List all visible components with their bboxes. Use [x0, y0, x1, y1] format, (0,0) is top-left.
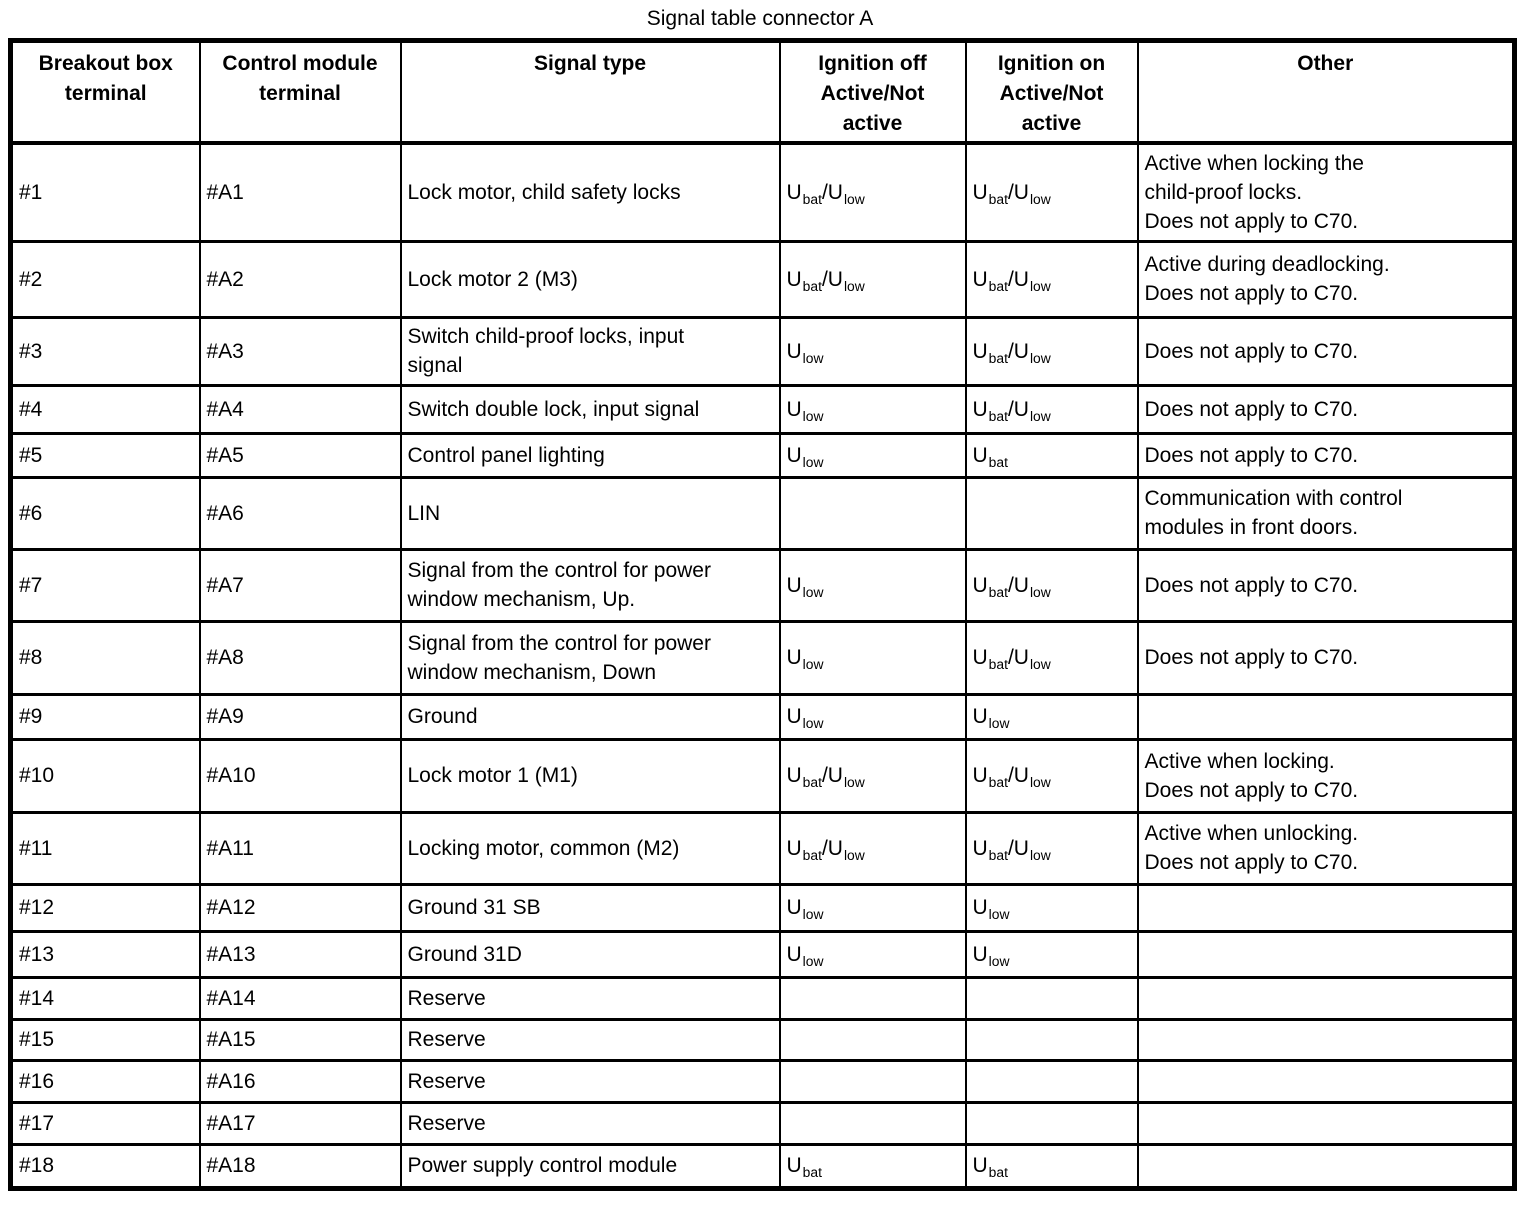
table-row [11, 385, 1515, 433]
ignition-off-cell: $U_{low}$ [780, 433, 966, 477]
signal-type-cell: Lock motor 1 (M1) [401, 739, 780, 812]
other-cell: Active when locking the child-proof locks. Does not apply to C70. [1138, 143, 1515, 241]
signal-type-cell: Reserve [401, 1060, 780, 1102]
ignition-off-cell: $U_{bat}/U_{low}$ [780, 739, 966, 812]
signal-type-cell: Locking motor, common (M2) [401, 812, 780, 884]
ignition-on-cell [966, 1060, 1138, 1102]
breakout-terminal-cell: #13 [11, 931, 200, 977]
ignition-on-cell: $U_{bat}/U_{low}$ [966, 549, 1138, 621]
breakout-terminal-cell: #1 [11, 143, 200, 241]
table-row [11, 739, 1515, 812]
other-cell: Does not apply to C70. [1138, 317, 1515, 385]
ignition-on-cell: $U_{bat}/U_{low}$ [966, 241, 1138, 317]
ignition-off-cell: $U_{low}$ [780, 549, 966, 621]
ignition-on-cell [966, 977, 1138, 1019]
ignition-off-cell [780, 1060, 966, 1102]
signal-type-cell: Switch double lock, input signal [401, 385, 780, 433]
ignition-off-cell: $U_{low}$ [780, 317, 966, 385]
breakout-terminal-cell: #8 [11, 621, 200, 694]
module-terminal-cell: #A7 [200, 549, 401, 621]
module-terminal-cell: #A2 [200, 241, 401, 317]
other-cell [1138, 884, 1515, 931]
other-cell [1138, 1102, 1515, 1144]
table-row [11, 694, 1515, 739]
module-terminal-cell: #A5 [200, 433, 401, 477]
table-row [11, 433, 1515, 477]
ignition-off-cell: $U_{low}$ [780, 694, 966, 739]
ignition-off-cell [780, 1019, 966, 1060]
page-title: Signal table connector A [646, 7, 874, 30]
header-signal-type: Signal type [401, 41, 780, 144]
breakout-terminal-cell: #14 [11, 977, 200, 1019]
other-cell: Active when unlocking. Does not apply to C70. [1138, 812, 1515, 884]
module-terminal-cell: #A1 [200, 143, 401, 241]
module-terminal-cell: #A15 [200, 1019, 401, 1060]
ignition-on-cell: $U_{low}$ [966, 931, 1138, 977]
breakout-terminal-cell: #3 [11, 317, 200, 385]
table-row [11, 812, 1515, 884]
breakout-terminal-cell: #12 [11, 884, 200, 931]
table-row [11, 931, 1515, 977]
signal-type-cell: Reserve [401, 1102, 780, 1144]
other-cell [1138, 1060, 1515, 1102]
other-cell [1138, 694, 1515, 739]
signal-type-cell: Ground [401, 694, 780, 739]
ignition-on-cell: $U_{low}$ [966, 884, 1138, 931]
ignition-off-cell: $U_{low}$ [780, 621, 966, 694]
module-terminal-cell: #A12 [200, 884, 401, 931]
signal-table [8, 38, 1517, 1191]
header-module-terminal: Control module terminal [200, 41, 401, 144]
ignition-on-cell: $U_{bat}/U_{low}$ [966, 621, 1138, 694]
other-cell [1138, 931, 1515, 977]
signal-type-cell: Lock motor 2 (M3) [401, 241, 780, 317]
other-cell: Does not apply to C70. [1138, 385, 1515, 433]
ignition-on-cell: $U_{low}$ [966, 694, 1138, 739]
ignition-off-cell: $U_{low}$ [780, 884, 966, 931]
breakout-terminal-cell: #11 [11, 812, 200, 884]
table-row [11, 621, 1515, 694]
breakout-terminal-cell: #9 [11, 694, 200, 739]
header-ignition-off: Ignition off Active/Not active [780, 41, 966, 144]
breakout-terminal-cell: #6 [11, 477, 200, 549]
other-cell: Active during deadlocking. Does not apply to C70. [1138, 241, 1515, 317]
breakout-terminal-cell: #15 [11, 1019, 200, 1060]
ignition-on-cell: $U_{bat}/U_{low}$ [966, 385, 1138, 433]
module-terminal-cell: #A9 [200, 694, 401, 739]
header-ignition-on: Ignition on Active/Not active [966, 41, 1138, 144]
table-row [11, 477, 1515, 549]
ignition-off-cell [780, 1102, 966, 1144]
ignition-off-cell: $U_{bat}/U_{low}$ [780, 143, 966, 241]
module-terminal-cell: #A17 [200, 1102, 401, 1144]
ignition-off-cell: $U_{bat}$ [780, 1144, 966, 1188]
signal-type-cell: Lock motor, child safety locks [401, 143, 780, 241]
ignition-on-cell: $U_{bat}/U_{low}$ [966, 317, 1138, 385]
other-cell: Does not apply to C70. [1138, 621, 1515, 694]
table-body [11, 143, 1515, 1188]
module-terminal-cell: #A4 [200, 385, 401, 433]
signal-type-cell: Signal from the control for power window mechanism, Down [401, 621, 780, 694]
module-terminal-cell: #A16 [200, 1060, 401, 1102]
ignition-on-cell: $U_{bat}/U_{low}$ [966, 739, 1138, 812]
table-row [11, 143, 1515, 241]
breakout-terminal-cell: #17 [11, 1102, 200, 1144]
signal-type-cell: Reserve [401, 1019, 780, 1060]
signal-type-cell: Power supply control module [401, 1144, 780, 1188]
module-terminal-cell: #A14 [200, 977, 401, 1019]
table-row [11, 1144, 1515, 1188]
ignition-on-cell: $U_{bat}/U_{low}$ [966, 143, 1138, 241]
table-row [11, 317, 1515, 385]
breakout-terminal-cell: #5 [11, 433, 200, 477]
ignition-on-cell: $U_{bat}$ [966, 1144, 1138, 1188]
module-terminal-cell: #A6 [200, 477, 401, 549]
table-row [11, 1060, 1515, 1102]
ignition-on-cell [966, 477, 1138, 549]
table-row [11, 549, 1515, 621]
ignition-off-cell: $U_{bat}/U_{low}$ [780, 241, 966, 317]
signal-type-cell: Control panel lighting [401, 433, 780, 477]
module-terminal-cell: #A11 [200, 812, 401, 884]
breakout-terminal-cell: #7 [11, 549, 200, 621]
ignition-on-cell [966, 1102, 1138, 1144]
signal-type-cell: Switch child-proof locks, input signal [401, 317, 780, 385]
other-cell: Active when locking. Does not apply to C70. [1138, 739, 1515, 812]
signal-type-cell: Ground 31D [401, 931, 780, 977]
ignition-off-cell: $U_{low}$ [780, 931, 966, 977]
ignition-off-cell: $U_{low}$ [780, 385, 966, 433]
ignition-off-cell [780, 477, 966, 549]
signal-type-cell: LIN [401, 477, 780, 549]
breakout-terminal-cell: #16 [11, 1060, 200, 1102]
module-terminal-cell: #A13 [200, 931, 401, 977]
header-row [11, 41, 1515, 144]
table-row [11, 977, 1515, 1019]
signal-type-cell: Ground 31 SB [401, 884, 780, 931]
module-terminal-cell: #A3 [200, 317, 401, 385]
other-cell: Does not apply to C70. [1138, 549, 1515, 621]
other-cell: Does not apply to C70. [1138, 433, 1515, 477]
signal-type-cell: Reserve [401, 977, 780, 1019]
other-cell [1138, 977, 1515, 1019]
header-breakout-terminal: Breakout box terminal [11, 41, 200, 144]
other-cell [1138, 1019, 1515, 1060]
ignition-on-cell [966, 1019, 1138, 1060]
breakout-terminal-cell: #18 [11, 1144, 200, 1188]
ignition-on-cell: $U_{bat}/U_{low}$ [966, 812, 1138, 884]
signal-type-cell: Signal from the control for power window mechanism, Up. [401, 549, 780, 621]
table-row [11, 1102, 1515, 1144]
breakout-terminal-cell: #2 [11, 241, 200, 317]
ignition-off-cell [780, 977, 966, 1019]
table-row [11, 241, 1515, 317]
header-other: Other [1138, 41, 1515, 144]
breakout-terminal-cell: #10 [11, 739, 200, 812]
ignition-off-cell: $U_{bat}/U_{low}$ [780, 812, 966, 884]
module-terminal-cell: #A10 [200, 739, 401, 812]
table-row [11, 1019, 1515, 1060]
other-cell [1138, 1144, 1515, 1188]
table-row [11, 884, 1515, 931]
module-terminal-cell: #A8 [200, 621, 401, 694]
other-cell: Communication with control modules in front doors. [1138, 477, 1515, 549]
ignition-on-cell: $U_{bat}$ [966, 433, 1138, 477]
module-terminal-cell: #A18 [200, 1144, 401, 1188]
breakout-terminal-cell: #4 [11, 385, 200, 433]
table-header [11, 41, 1515, 144]
